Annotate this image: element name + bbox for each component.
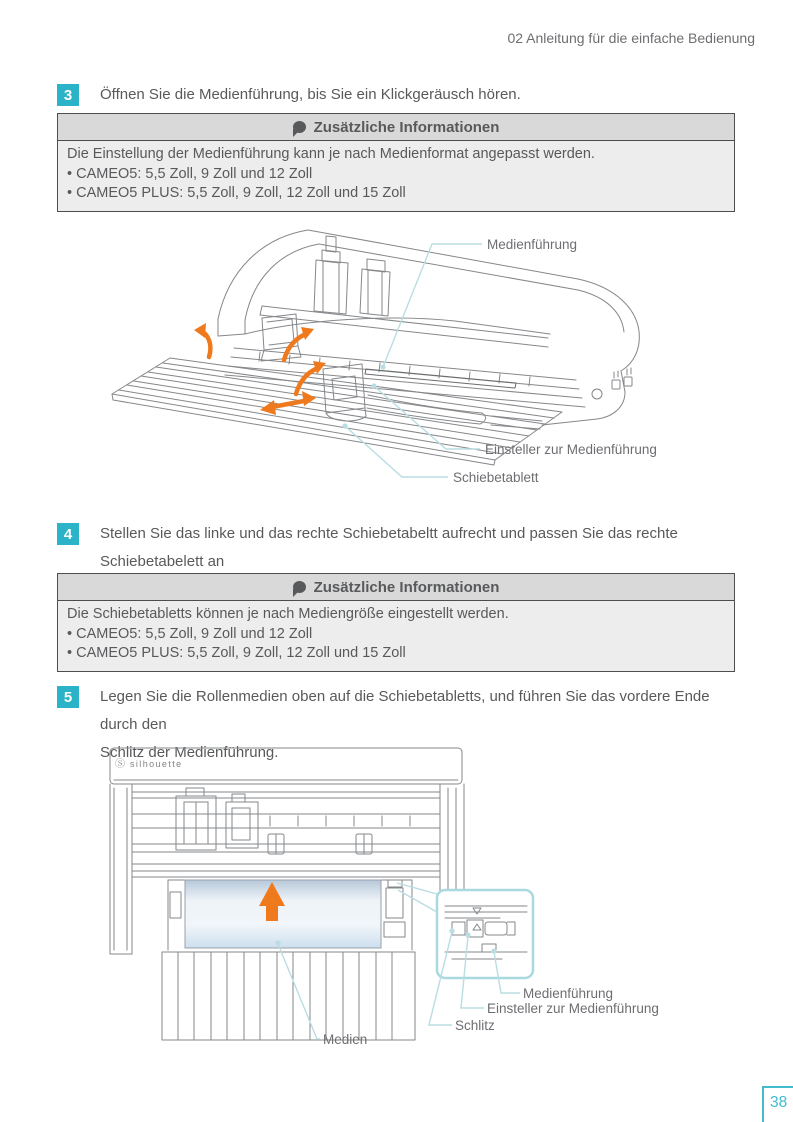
label-medien: Medien	[323, 1032, 368, 1047]
step-3-badge	[57, 84, 79, 106]
info-box-2-header	[58, 574, 734, 601]
step-4-line-1: Stellen Sie das linke und das rechte Schiebetabeltt aufrecht und passen Sie das rechte Schiebetabelett an	[100, 525, 678, 570]
silhouette-logo	[115, 758, 183, 770]
tool-carriage	[176, 788, 216, 850]
label-einsteller: Einsteller zur Medienführung	[487, 1001, 659, 1016]
speech-bubble-icon	[293, 121, 306, 133]
info-box-1-body	[58, 141, 734, 211]
info-line: • CAMEO5 PLUS: 5,5 Zoll, 9 Zoll, 12 Zoll und 15 Zoll	[67, 645, 406, 661]
port-icon	[612, 380, 620, 389]
step-5-badge	[57, 686, 79, 708]
figure-machine-isometric	[110, 222, 690, 494]
logo-word: silhouette	[130, 759, 183, 769]
label-medienfuehrung: Medienführung	[523, 986, 614, 1001]
info-box-2-title: Zusätzliche Informationen	[313, 578, 500, 596]
info-box-2	[57, 573, 735, 672]
figure-machine-front	[100, 740, 700, 1050]
cutter-isometric-drawing	[112, 230, 639, 465]
media-sheet	[185, 880, 381, 948]
speech-bubble-icon	[293, 581, 306, 593]
label-einsteller: Einsteller zur Medienführung	[485, 442, 657, 457]
step-4-number: 4	[63, 525, 73, 543]
info-box-1-title: Zusätzliche Informationen	[313, 118, 500, 136]
info-line: • CAMEO5 PLUS: 5,5 Zoll, 9 Zoll, 12 Zoll und 15 Zoll	[67, 185, 406, 201]
step-5-line-1: Legen Sie die Rollenmedien oben auf die Schiebetabletts, und führen Sie das vordere Ende durch den	[100, 688, 710, 733]
label-schiebetablett: Schiebetablett	[453, 470, 539, 485]
power-button-icon	[592, 389, 602, 399]
step-5-line-2: Schlitz der Medienführung.	[100, 744, 279, 761]
label-medienfuehrung: Medienführung	[487, 237, 578, 252]
info-line: Die Einstellung der Medienführung kann je nach Medienformat angepasst werden.	[67, 146, 595, 162]
tool-carriage	[226, 794, 258, 848]
step-3-text	[100, 81, 740, 109]
step-4-badge	[57, 523, 79, 545]
page-number-corner	[762, 1086, 793, 1122]
info-box-1-header	[58, 114, 734, 141]
step-3-number: 3	[63, 86, 73, 104]
page-number: 38	[770, 1094, 788, 1111]
info-box-1	[57, 113, 735, 212]
info-box-2-body	[58, 601, 734, 671]
roll-feeder-tray	[162, 952, 415, 1040]
info-line: Die Schiebetabletts können je nach Mediengröße eingestellt werden.	[67, 606, 509, 622]
port-icon	[624, 377, 632, 386]
step-5-number: 5	[63, 688, 73, 706]
step-3-line-1: Öffnen Sie die Medienführung, bis Sie ein Klickgeräusch hören.	[100, 86, 521, 103]
chapter-header: 02 Anleitung für die einfache Bedienung	[507, 30, 755, 46]
info-line: • CAMEO5: 5,5 Zoll, 9 Zoll und 12 Zoll	[67, 625, 313, 642]
info-line: • CAMEO5: 5,5 Zoll, 9 Zoll und 12 Zoll	[67, 165, 313, 182]
label-schlitz: Schlitz	[455, 1018, 495, 1033]
logo-mark-icon: Ⓢ	[115, 759, 125, 770]
